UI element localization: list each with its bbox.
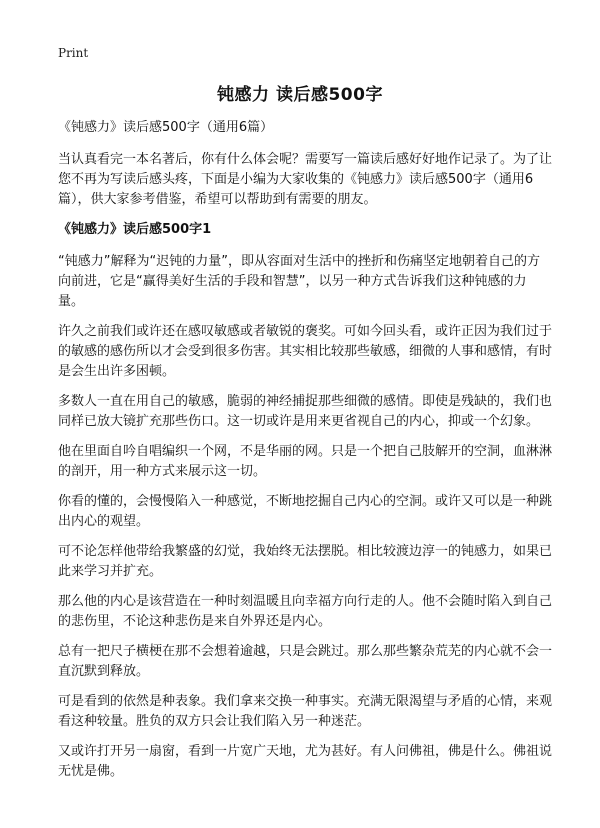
body-paragraph-2: 许久之前我们或许还在感叹敏感或者敏锐的褒奖。可如今回头看，或许正因为我们过于的敏感的感伤所以才会受到很多伤害。其实相比较那些敏感，细微的人事和感情，有时是会生出许多困顿。 xyxy=(58,324,553,379)
body-paragraph-3: 多数人一直在用自己的敏感，脆弱的神经捕捉那些细微的感情。即使是残缺的，我们也同样已放大镜扩充那些伤口。这一切或许是用来更省视自己的内心，抑或一个幻象。 xyxy=(58,394,553,429)
article-body xyxy=(58,118,552,792)
body-paragraph-7: 那么他的内心是该营造在一种时刻温暖且向幸福方向行走的人。他不会随时陷入到自己的悲伤里，不论这种悲伤是来自外界还是内心。 xyxy=(58,594,553,629)
body-paragraph-9: 可是看到的依然是种表象。我们拿来交换一种事实。充满无限渴望与矛盾的心情，来观看这种较量。胜负的双方只会让我们陷入另一种迷茫。 xyxy=(58,694,553,729)
section-heading: 《钝感力》读后感500字1 xyxy=(58,222,212,237)
intro-paragraph: 当认真看完一本名著后，你有什么体会呢？需要写一篇读后感好好地作记录了。为了让您不再为写读后感头疼，下面是小编为大家收集的《钝感力》读后感500字（通用6篇），供大家参考借鉴，希望可以帮助到有需要的朋友。 xyxy=(58,152,553,207)
body-paragraph-1: “钝感力”解释为“迟钝的力量”，即从容面对生活中的挫折和伤痛坚定地朝着自己的方向前进，它是“赢得美好生活的手段和智慧”，以另一种方式告诉我们这种钝感的力量。 xyxy=(58,254,540,309)
body-paragraph-8: 总有一把尺子横梗在那不会想着逾越，只是会跳过。那么那些繁杂荒芜的内心就不会一直沉默到释放。 xyxy=(58,644,553,679)
page-title: 钝感力 读后感500字 xyxy=(217,85,383,105)
body-paragraph-6: 可不论怎样他带给我繁盛的幻觉，我始终无法摆脱。相比较渡边淳一的钝感力，如果已此来学习并扩充。 xyxy=(58,544,553,579)
body-paragraph-10: 又或许打开另一扇窗，看到一片宽广天地，尤为甚好。有人问佛祖，佛是什么。佛祖说无忧是佛。 xyxy=(58,744,553,779)
article-subtitle: 《钝感力》读后感500字（通用6篇） xyxy=(58,120,274,135)
print-link[interactable]: Print xyxy=(58,46,89,60)
body-paragraph-4: 他在里面自吟自唱编织一个网，不是华丽的网。只是一个把自己肢解开的空洞，血淋淋的剖开，用一种方式来展示这一切。 xyxy=(58,444,553,479)
body-paragraph-5: 你看的懂的，会慢慢陷入一种感觉，不断地挖掘自己内心的空洞。或许又可以是一种跳出内心的观望。 xyxy=(58,494,553,529)
